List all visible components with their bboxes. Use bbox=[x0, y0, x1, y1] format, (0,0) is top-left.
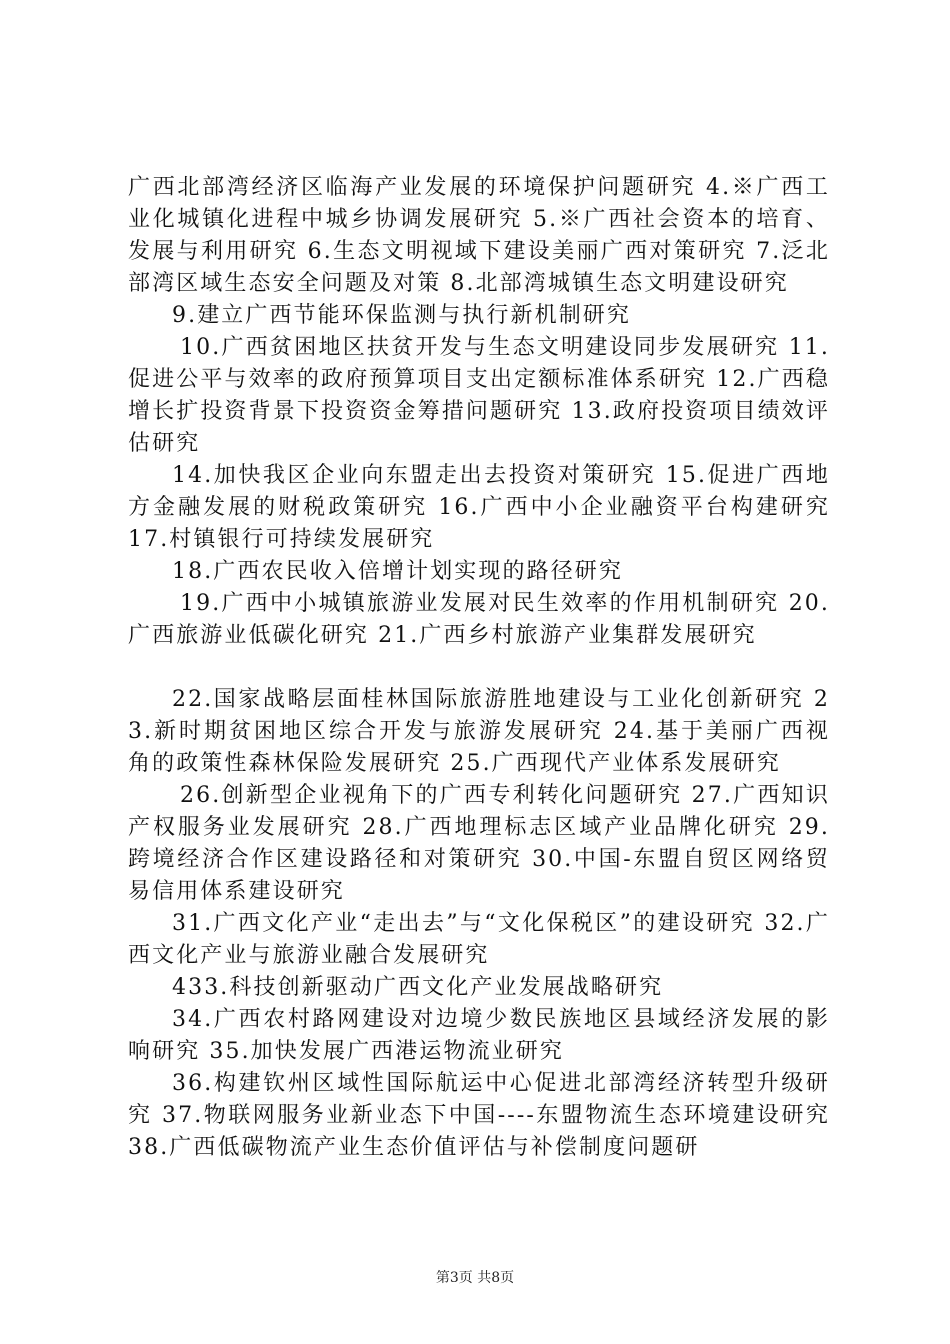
body-text bbox=[128, 172, 830, 1164]
blank-line bbox=[128, 652, 830, 684]
paragraph-11: 34.广西农村路网建设对边境少数民族地区县域经济发展的影响研究 35.加快发展广西港运物流业研究 bbox=[128, 1007, 830, 1064]
paragraph-2: 9.建立广西节能环保监测与执行新机制研究 bbox=[172, 303, 631, 328]
paragraph-4: 14.加快我区企业向东盟走出去投资对策研究 15.促进广西地方金融发展的财税政策研究 16.广西中小企业融资平台构建研究 17.村镇银行可持续发展研究 bbox=[128, 463, 830, 552]
paragraph-6: 19.广西中小城镇旅游业发展对民生效率的作用机制研究 20.广西旅游业低碳化研究 21.广西乡村旅游产业集群发展研究 bbox=[128, 591, 830, 648]
paragraph-10: 433.科技创新驱动广西文化产业发展战略研究 bbox=[172, 975, 664, 1000]
paragraph-3: 10.广西贫困地区扶贫开发与生态文明建设同步发展研究 11.促进公平与效率的政府预算项目支出定额标准体系研究 12.广西稳增长扩投资背景下投资资金筹措问题研究 13.政府投资项目绩效评估研究 bbox=[128, 335, 830, 456]
paragraph-1: 广西北部湾经济区临海产业发展的环境保护问题研究 4.※广西工业化城镇化进程中城乡协调发展研究 5.※广西社会资本的培育、发展与利用研究 6.生态文明视域下建设美丽广西对策研究 7.泛北部湾区域生态安全问题及对策 8.北部湾城镇生态文明建设研究 bbox=[128, 175, 830, 296]
page-number: 第3页 共8页 bbox=[435, 1270, 515, 1286]
paragraph-9: 31.广西文化产业“走出去”与“文化保税区”的建设研究 32.广西文化产业与旅游业融合发展研究 bbox=[128, 911, 830, 968]
paragraph-12: 36.构建钦州区域性国际航运中心促进北部湾经济转型升级研究 37.物联网服务业新业态下中国----东盟物流生态环境建设研究 38.广西低碳物流产业生态价值评估与补偿制度问题研 bbox=[128, 1071, 830, 1160]
paragraph-5: 18.广西农民收入倍增计划实现的路径研究 bbox=[172, 559, 623, 584]
paragraph-7: 22.国家战略层面桂林国际旅游胜地建设与工业化创新研究 23.新时期贫困地区综合开发与旅游发展研究 24.基于美丽广西视角的政策性森林保险发展研究 25.广西现代产业体系发展研究 bbox=[128, 687, 830, 776]
paragraph-8: 26.创新型企业视角下的广西专利转化问题研究 27.广西知识产权服务业发展研究 28.广西地理标志区域产业品牌化研究 29.跨境经济合作区建设路径和对策研究 30.中国-东盟自贸区网络贸易信用体系建设研究 bbox=[128, 783, 830, 904]
